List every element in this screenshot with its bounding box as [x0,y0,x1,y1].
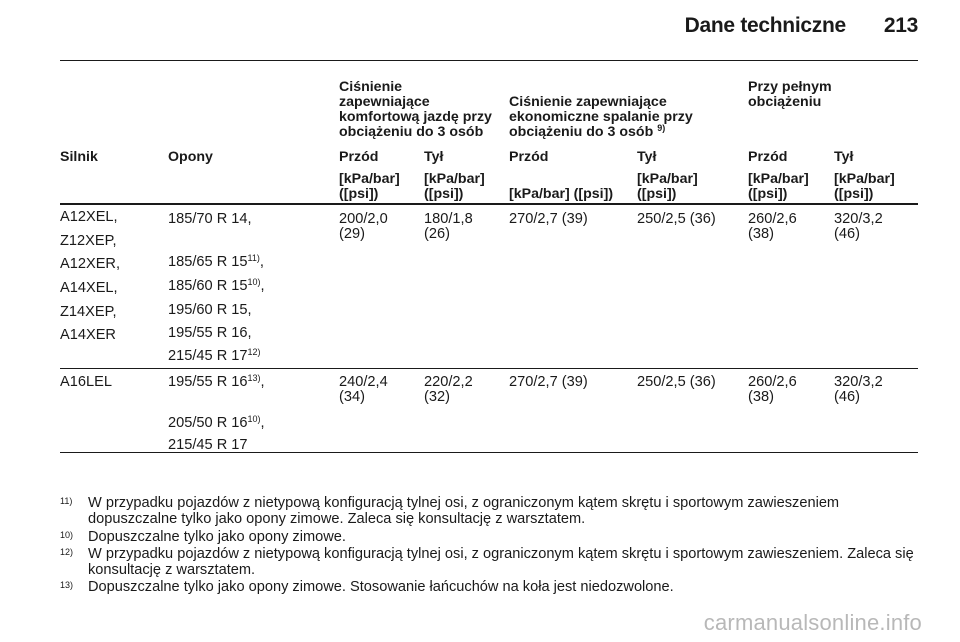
footnote-mark: 12) [60,546,74,557]
table-bottom-rule [60,452,918,453]
footnote-text: W przypadku pojazdów z nietypową konfiguracją tylnej osi, z ograniczonym kątem skrętu i sportowym zawieszeniem dopuszczalne tylko jako opony zimowe. Zaleca się konsultację z warsztatem. [88,495,840,528]
footnotes [60,495,920,597]
column-header-full-front: Przód [748,149,788,165]
pressure-value: 260/2,6 (38) [748,374,797,405]
pressure-value: 320/3,2 (46) [834,211,883,242]
pressure-value: 270/2,7 (39) [509,211,588,227]
table-top-rule [60,60,918,61]
column-header-tyres: Opony [168,149,213,165]
page-title: Dane techniczne [684,14,846,37]
tyre-size: 215/45 R 17 [168,437,248,453]
tyre-size: 195/55 R 16, [168,325,252,341]
unit-label: [kPa/bar] ([psi]) [834,171,895,202]
engine-code: Z14XEP, [60,303,117,320]
group-header-full-load: Przy pełnym obciążeniu [748,79,832,110]
footnote [60,495,920,528]
column-header-comfort-front: Przód [339,149,379,165]
pressure-value: 220/2,2 (32) [424,374,473,405]
unit-label: [kPa/bar] ([psi]) [509,186,614,202]
footnote [60,529,920,545]
tyre-size: 185/60 R 15$^{10)}$, [168,277,265,294]
pressure-value: 180/1,8 (26) [424,211,473,242]
group-header-eco: Ciśnienie zapewniające ekonomiczne spalanie przy obciążeniu do 3 osób $^{9)}$ [509,94,693,140]
footnote-text: Dopuszczalne tylko jako opony zimowe. Stosowanie łańcuchów na koła jest niedozwolone. [88,579,674,596]
unit-label: [kPa/bar] ([psi]) [748,171,809,202]
page-header [685,14,918,38]
pressure-value: 270/2,7 (39) [509,374,588,390]
column-header-eco-front: Przód [509,149,549,165]
footnote-text: W przypadku pojazdów z nietypową konfiguracją tylnej osi, z ograniczonym kątem skrętu i sportowym zawieszeniem. Zaleca się konsultację z warsztatem. [88,545,914,579]
unit-label: [kPa/bar] ([psi]) [424,171,485,202]
table-row-1-engines [60,206,120,348]
column-header-full-rear: Tył [834,149,854,165]
column-header-comfort-rear: Tył [424,149,444,165]
row-separator [60,368,918,369]
engine-code: A14XER [60,327,116,344]
group-header-comfort: Ciśnienie zapewniające komfortową jazdę przy obciążeniu do 3 osób [339,79,492,140]
pressure-value: 260/2,6 (38) [748,211,797,242]
engine-code: A12XER, [60,256,121,273]
tyre-size: 195/60 R 15, [168,302,252,318]
engine-code: A12XEL, [60,209,118,225]
engine-code: A14XEL, [60,280,118,297]
pressure-value: 200/2,0 (29) [339,211,388,242]
tyre-size: 195/55 R 16$^{13)}$, [168,373,265,390]
unit-label: [kPa/bar] ([psi]) [637,171,698,202]
unit-label: [kPa/bar] ([psi]) [339,171,400,202]
watermark: carmanualsonline.info [703,610,922,635]
page-number: 213 [883,14,918,37]
pressure-value: 250/2,5 (36) [637,374,716,390]
footnote-mark: 11) [60,496,73,506]
footnote [60,579,920,595]
tyre-size: 215/45 R 17$^{12)}$ [168,347,261,364]
footnote-mark: 13) [60,580,74,591]
footnote [60,546,920,579]
column-header-engine: Silnik [60,149,98,165]
header-rule [60,203,918,205]
footnote-mark: 10) [60,529,74,540]
pressure-value: 250/2,5 (36) [637,211,716,227]
column-header-eco-rear: Tył [637,149,657,165]
pressure-value: 240/2,4 (34) [339,374,388,405]
footnote-text: Dopuszczalne tylko jako opony zimowe. [88,528,346,545]
engine-code: A16LEL [60,374,112,390]
footnote-ref: 9) [657,123,666,133]
tyre-size: 185/65 R 15$^{11)}$, [168,253,264,270]
pressure-value: 320/3,2 (46) [834,374,883,405]
tyre-size: 185/70 R 14, [168,211,252,227]
engine-code: Z12XEP, [60,232,117,249]
tyre-size: 205/50 R 16$^{10)}$, [168,414,265,431]
